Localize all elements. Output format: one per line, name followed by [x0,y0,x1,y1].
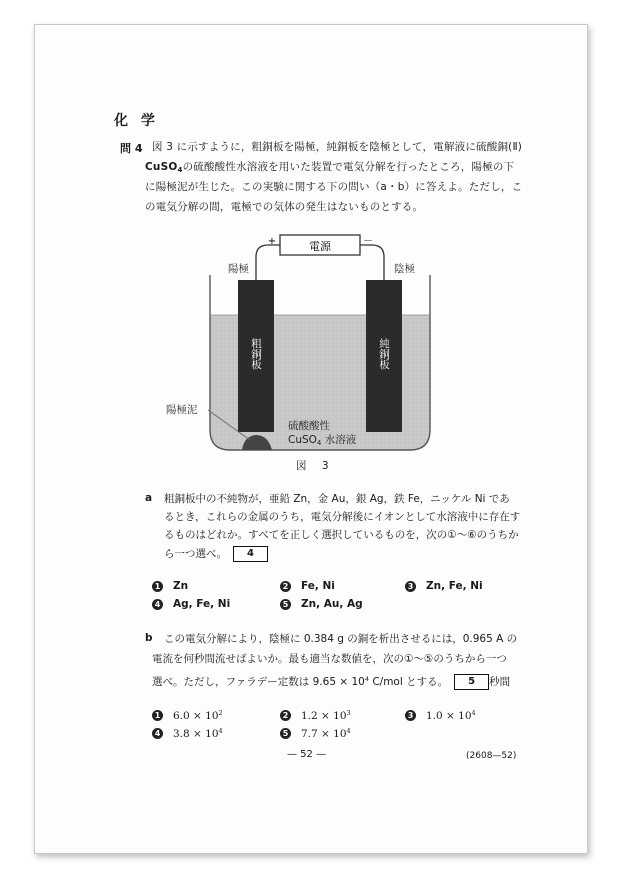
circled-number: 1 [152,581,163,592]
page-number: — 52 — [287,749,327,760]
question-line-2: CuSO$_4$の硫酸酸性水溶液を用いた装置で電気分解を行ったところ，陽極の下 [145,161,515,174]
circled-number: 2 [280,581,291,592]
circled-number: 4 [152,728,163,739]
part-a-line-4: ら一つ選べ。 4 [164,546,268,562]
option-b-3[interactable]: 3 $1.0 \times 10^4$ [405,709,476,722]
option-b-1[interactable]: 1 $6.0 \times 10^2$ [152,709,223,722]
circled-number: 5 [280,728,291,739]
cathode-label: 陰極 [394,263,415,275]
answer-unit: 秒間 [489,676,511,688]
minus-sign: － [363,236,373,247]
option-a-4[interactable]: 4 Ag, Fe, Ni [152,598,230,610]
circled-number: 4 [152,599,163,610]
figure-3-electrolysis-apparatus [160,230,460,475]
circled-number: 1 [152,710,163,721]
sludge-label: 陽極泥 [166,404,198,416]
part-a-line-1: 粗銅板中の不純物が，亜鉛 Zn，金 Au，銀 Ag，鉄 Fe，ニッケル Ni であ [164,493,510,505]
figure-caption: 図 3 [296,460,335,472]
question-line-3: に陽極泥が生じた。この実験に関する下の問い（a・b）に答えよ。ただし，こ [145,181,523,193]
option-a-3[interactable]: 3 Zn, Fe, Ni [405,580,483,592]
crude-plate-label: 粗銅板 [250,338,262,370]
option-a-2[interactable]: 2 Fe, Ni [280,580,335,592]
exam-code: (2608—52) [466,751,517,761]
plus-sign: + [267,236,277,247]
solution-label-line2: CuSO4 水溶液 [288,434,357,447]
part-a-line-3: るものはどれか。すべてを正しく選択しているものを，次の①～⑥のうちか [164,529,519,541]
option-b-2[interactable]: 2 $1.2 \times 10^3$ [280,709,351,722]
part-a-label: a [145,492,153,504]
question-line-4: の電気分解の間，電極での気体の発生はないものとする。 [145,201,424,213]
option-a-5[interactable]: 5 Zn, Au, Ag [280,598,363,610]
part-b-line-3: 選べ。ただし，ファラデー定数は $9.65 \times 10^4$ C/mol とする。 5 秒間 [152,675,511,688]
answer-box-4[interactable]: 4 [233,546,268,562]
part-b-line-2: 電流を何秒間流せばよいか。最も適当な数値を，次の①～⑤のうちから一つ [152,653,507,665]
part-a-line-2: るとき，これらの金属のうち，電気分解後にイオンとして水溶液中に存在す [164,511,521,523]
circled-number: 3 [405,710,416,721]
circled-number: 2 [280,710,291,721]
question-line-1: 図 3 に示すように，粗銅板を陽極，純銅板を陰極として，電解液に硫酸銅(Ⅱ) [152,141,523,153]
part-b-line-1: この電気分解により，陰極に 0.384 g の銅を析出させるには，0.965 A の [164,633,518,645]
option-a-1[interactable]: 1 Zn [152,580,188,592]
subject-heading: 化 学 [114,113,159,129]
circled-number: 5 [280,599,291,610]
option-b-5[interactable]: 5 $7.7 \times 10^4$ [280,727,351,740]
answer-box-5[interactable]: 5 [454,674,489,690]
power-label: 電源 [309,240,331,253]
pure-plate-label: 純銅板 [378,338,390,370]
anode-label: 陽極 [228,263,249,275]
part-b-label: b [145,632,153,644]
solution-label-line1: 硫酸酸性 [288,420,330,432]
question-number: 問 4 [120,142,143,155]
option-b-4[interactable]: 4 $3.8 \times 10^4$ [152,727,223,740]
circled-number: 3 [405,581,416,592]
